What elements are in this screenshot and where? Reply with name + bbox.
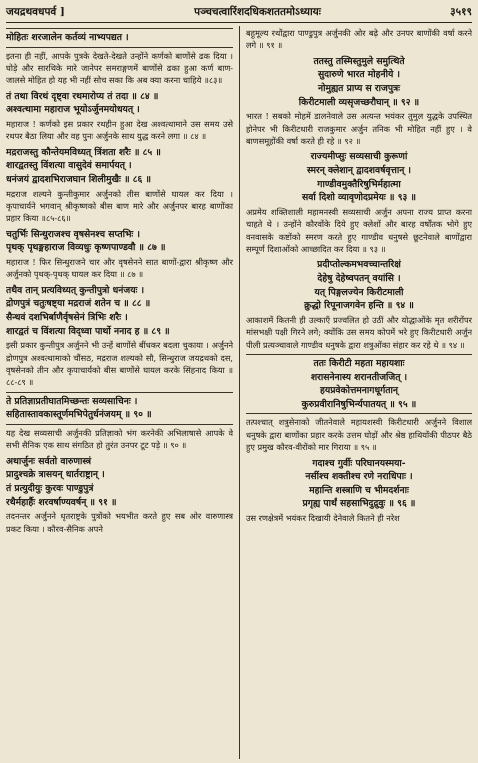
shloka-verse: मद्रराजस्तु कौन्तेयमविध्यत् त्रिंशता शरैः ॥ ८५ ॥ शारद्वतस्तु विंशत्या वासुदेवं समार्पयत् । धनंजयं द्वादशभिराजघान शिलीमुखैः ॥ ८६ ॥ xyxy=(6,146,161,185)
shloka-verse: राज्यमीप्सुः सव्यसाची कुरूणां स्मरन् क्लेशान् द्वादशवर्षवृत्तान् । गाण्डीवमुक्तैरिषुभिर्महात्मा सर्वा दिशो व्यावृणोदप्रमेयः ॥ ९३ ॥ xyxy=(302,151,416,204)
translation-paragraph: महाराज ! फिर सिन्धुराजने चार और वृषसेनने सात बाणों-द्वारा श्रीकृष्ण और अर्जुनको पृथक्-पृथक् घायल कर दिया ॥ ८७ ॥ xyxy=(6,257,233,280)
header-chapter-title: पञ्चचत्वारिंशदधिकशततमोऽध्यायः xyxy=(194,6,321,18)
shloka-verse: मोहितः शरजालेन कर्तव्यं नाभ्यपद्यत । xyxy=(6,28,233,48)
translation-paragraph: यह देख सव्यसाची अर्जुनकी प्रतिज्ञाको भंग करनेकी अभिलाषासे आपके वे सभी सैनिक एक साथ संगठित हो तुरंत उनपर टूट पड़े ॥ ९० ॥ xyxy=(6,428,233,451)
shloka-verse: गदाश्च गुर्वीः परिघानयस्मया- नसींश्च शक्तीश्च रणे नराधिपाः । महान्ति शस्त्राणि च भीमदर्शनाः प्रगृह्य पार्थं सहसाभिदुद्रुवुः ॥ ९६ ॥ xyxy=(302,457,416,510)
translation-paragraph: बहुमूल्य रथोंद्वारा पाण्डुपुत्र अर्जुनकी ओर बढ़े और उनपर बाणोंकी वर्षा करने लगे ॥ ९१ ॥ xyxy=(246,28,472,51)
shloka-verse: ततः किरीटी महता महायशाः शरासनेनास्य शरानतीजजित् । हयप्रवेकोत्तमनागधूर्गतान् कुरुप्रवीरानिषुभिर्न्यपातयत् ॥ ९५ ॥ xyxy=(246,354,472,414)
shloka-verse: ततस्तु तस्मिस्तुमुले समुत्थिते सुदारुणे भारत मोहनीये । नोमुह्यत प्राप्य स राजपुत्रः किरीटमाली व्यसृजच्छरौघान् ॥ ९२ ॥ xyxy=(298,55,420,108)
left-column xyxy=(6,26,239,759)
translation-paragraph: अप्रमेय शक्तिशाली महामनस्वी सव्यसाची अर्जुन अपना राज्य प्राप्त करना चाहते थे । उन्होंने कौरवोंके दिये हुए क्लेशों और बारह वर्षोंतक भोगे हुए वनवासके कष्टोंको स्मरण करते हुए गाण्डीव धनुषसे छूटनेवाले बाणोंद्वारा सम्पूर्ण दिशाओंको आच्छादित कर दिया ॥ ९३ ॥ xyxy=(246,206,472,254)
translation-paragraph: तत्पश्चात् शत्रुसेनाको जीतनेवाले महायशस्वी किरीटधारी अर्जुनने विशाल धनुषके द्वारा बाणोंका प्रहार करके उत्तम घोड़ों और श्रेष्ठ हाथियोंकी पीठपर बैठे हुए प्रमुख कौरव-वीरोंको मार गिराया ॥ ९५ ॥ xyxy=(246,417,472,453)
translation-paragraph: भारत ! सबको मोहमें डालनेवाले उस अत्यन्त भयंकर तुमुल युद्धके उपस्थित होनेपर भी किरीटधारी राजकुमार अर्जुन तनिक भी मोहित नहीं हुए । वे बाणसमूहोंकी वर्षा करते ही रहे ॥ ९२ ॥ xyxy=(246,111,472,146)
shloka-verse: प्रदीप्तोल्कमभवच्चान्तरिक्षं देहेषु देहेष्वपतन् वयांसि । यत् पिङ्गलज्येन किरीटमाली क्रुद्धो रिपूनाजगवेन हन्ति ॥ ९४ ॥ xyxy=(304,259,414,312)
header-page-number: ३५१९ xyxy=(450,6,472,18)
shloka-verse: ते प्रतिज्ञाप्रतीघातमिच्छन्तः सव्यसाचिनः । सहितास्तावकास्तूर्णमभिपेतुर्धनंजयम् ॥ ९० ॥ xyxy=(6,392,233,425)
text-columns xyxy=(6,26,472,759)
translation-paragraph: महाराज ! कर्णको इस प्रकार रथहीन हुआ देख अश्वत्थामाने उस समय उसे रथपर बैठा लिया और वह पुनः अर्जुनके साथ युद्ध करने लगा ॥ ८४ ॥ xyxy=(6,119,233,142)
shloka-verse: तं तथा विरथं दृष्ट्वा रथमारोप्य तं तदा ॥ ८४ ॥ अश्वत्थामा महाराज भूयोऽर्जुनमयोधयत् । xyxy=(6,90,159,116)
header-section-title: जयद्रथवधपर्व ] xyxy=(6,6,65,18)
shloka-verse: अथार्जुनः सर्वतो वारुणास्त्रं प्रादुश्चक्रे त्रासयन् धार्तराष्ट्रान् । तं प्रत्युदीयुः कुरवः पाण्डुपुत्रं रथैर्महार्हैः शरवर्षाण्यवर्षन् ॥ ९१ ॥ xyxy=(6,455,117,508)
translation-paragraph: इतना ही नहीं, आपके पुत्रके देखते-देखते उन्होंने कर्णको बाणोंसे ढक दिया । घोड़े और सारथिके मारे जानेपर समराङ्गणमें बाणोंसे ढका हुआ कर्ण बाण-जालसे मोहित हो यह भी नहीं सोच सका कि अब क्या करना चाहिये ॥८३॥ xyxy=(6,50,233,86)
translation-paragraph: मद्रराज शल्यने कुन्तीकुमार अर्जुनको तीस बाणोंसे घायल कर दिया । कृपाचार्यने भगवान् श्रीकृष्णको बीस बाण मारे और अर्जुनपर बारह बाणोंका प्रहार किया ॥८५-८६॥ xyxy=(6,188,233,224)
shloka-verse: चतुर्भिः सिन्धुराजश्च वृषसेनश्च सप्तभिः । पृथक् पृथङ्महाराज विव्यधुः कृष्णपाण्डवौ ॥ ८७ ॥ xyxy=(6,228,166,254)
translation-paragraph: तदनन्तर अर्जुनने धृतराष्ट्रके पुत्रोंको भयभीत करते हुए सब ओर वारुणास्त्र प्रकट किया । कौरव-सैनिक अपने xyxy=(6,511,233,534)
translation-paragraph: इसी प्रकार कुन्तीपुत्र अर्जुनने भी उन्हें बाणोंसे बींधकर बदला चुकाया । अर्जुनने द्रोणपुत्र अश्वत्थामाको चौंसठ, मद्रराज शल्यको सौ, सिन्धुराज जयद्रथको दस, वृषसेनको तीन और कृपाचार्यको बीस बाणोंसे घायल करके सिंहनाद किया ॥ ८८-८९ ॥ xyxy=(6,340,233,388)
page-header xyxy=(6,4,472,23)
shloka-verse: तथैव तान् प्रत्यविध्यत् कुन्तीपुत्रो धनंजयः । द्रोणपुत्रं चतुःषष्ट्या मद्रराजं शतेन च ॥ ८८ ॥ सैन्धवं दशभिर्बाणैर्वृषसेनं त्रिभिः शरैः । शारद्वतं च विंशत्या विद्ध्वा पार्थो ननाद ह ॥ ८९ ॥ xyxy=(6,284,170,337)
right-column xyxy=(239,26,472,759)
translation-paragraph: उस रणक्षेत्रमें भयंकर दिखायी देनेवाले कितने ही नरेश xyxy=(246,512,400,523)
translation-paragraph: आकाशमें कितनी ही उल्काएँ प्रज्वलित हो उठीं और योद्धाओंके मृत शरीरोंपर मांसभक्षी पक्षी गिरने लगे; क्योंकि उस समय कोपमें भरे हुए किरीटधारी अर्जुन पीली प्रत्यञ्चावाले गाण्डीव धनुषके द्वारा शत्रुओंका संहार कर रहे थे ॥ ९४ ॥ xyxy=(246,314,472,350)
